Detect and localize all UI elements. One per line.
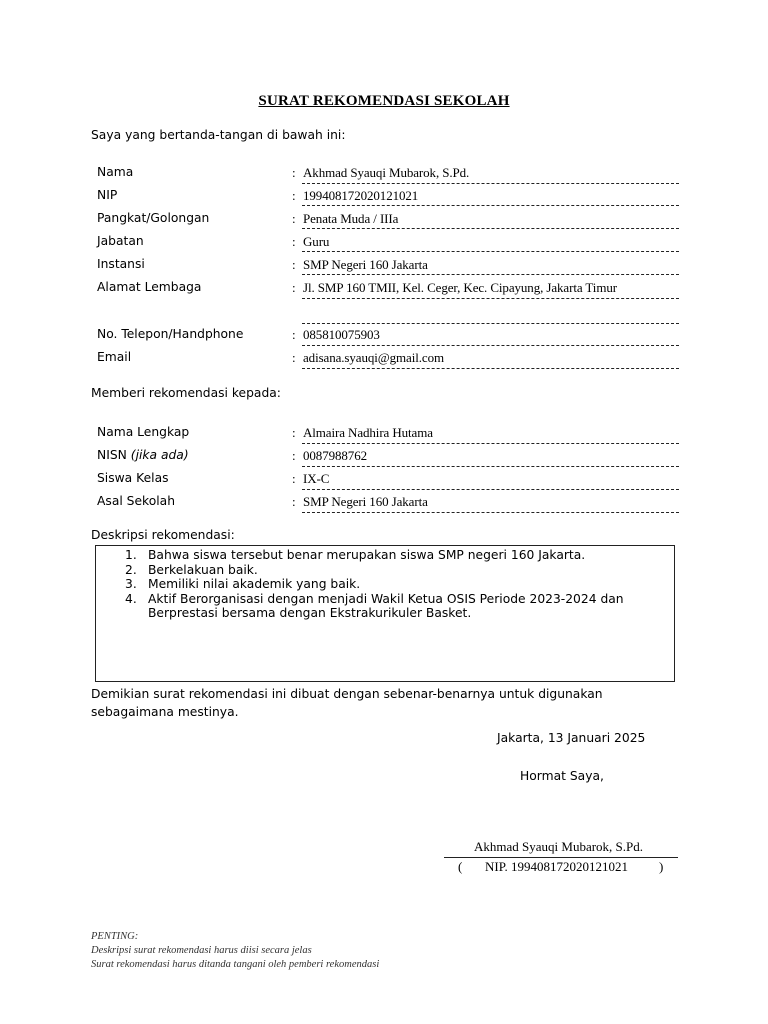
dashed-line xyxy=(302,228,679,229)
note-line-2: Surat rekomendasi harus ditanda tangani oleh pemberi rekomendasi xyxy=(91,959,380,970)
closing-text-1: Demikian surat rekomendasi ini dibuat dengan sebenar-benarnya untuk digunakan xyxy=(91,687,603,701)
description-label: Deskripsi rekomendasi: xyxy=(91,528,235,542)
note-heading-colon: : xyxy=(134,931,139,942)
list-number: 1. xyxy=(125,548,137,562)
field-colon: : xyxy=(292,257,296,272)
field-value: Guru xyxy=(303,234,330,249)
regards-text: Hormat Saya, xyxy=(520,769,604,783)
nip-open-paren: ( xyxy=(458,859,463,874)
field-value: Akhmad Syauqi Mubarok, S.Pd. xyxy=(303,165,470,180)
field-colon: : xyxy=(292,211,296,226)
field-colon: : xyxy=(292,165,296,180)
field-value: Penata Muda / IIIa xyxy=(303,211,399,226)
field-label: No. Telepon/Handphone xyxy=(97,327,244,341)
field-value: SMP Negeri 160 Jakarta xyxy=(303,494,428,509)
field-value: SMP Negeri 160 Jakarta xyxy=(303,257,428,272)
dashed-line xyxy=(302,323,679,324)
dashed-line xyxy=(302,183,679,184)
field-pangkat xyxy=(0,211,768,233)
field-colon: : xyxy=(292,350,296,365)
list-item xyxy=(113,563,624,578)
field-label: Siswa Kelas xyxy=(97,471,169,485)
list-item xyxy=(113,577,624,592)
field-label: Alamat Lembaga xyxy=(97,280,202,294)
dashed-line xyxy=(302,205,679,206)
field-label: Nama xyxy=(97,165,134,179)
list-text: Memiliki nilai akademik yang baik. xyxy=(148,577,361,591)
dashed-line xyxy=(302,368,679,369)
dashed-line xyxy=(302,251,679,252)
field-label: Jabatan xyxy=(97,234,144,248)
signer-nip: NIP. 199408172020121021 xyxy=(485,859,629,874)
dashed-line xyxy=(302,489,679,490)
intro-text: Saya yang bertanda-tangan di bawah ini: xyxy=(91,128,346,142)
field-colon: : xyxy=(292,471,296,486)
field-label: NIP xyxy=(97,188,118,202)
place-date: Jakarta, 13 Januari 2025 xyxy=(497,731,646,745)
field-colon: : xyxy=(292,425,296,440)
list-number: 3. xyxy=(125,577,137,591)
list-item xyxy=(113,548,624,563)
list-number: 2. xyxy=(125,562,137,577)
field-label xyxy=(97,448,189,462)
field-colon: : xyxy=(292,234,296,249)
field-label: Asal Sekolah xyxy=(97,494,176,508)
list-text: Bahwa siswa tersebut benar merupakan siswa SMP negeri 160 Jakarta. xyxy=(148,548,586,562)
field-colon: : xyxy=(292,188,296,203)
field-colon: : xyxy=(292,327,296,342)
list-number: 4. xyxy=(125,591,137,606)
field-value: 0087988762 xyxy=(303,448,368,463)
field-value: Almaira Nadhira Hutama xyxy=(303,425,433,440)
field-instansi xyxy=(0,257,768,279)
field-colon: : xyxy=(292,448,296,463)
field-label-note: (jika ada) xyxy=(130,448,189,462)
field-colon: : xyxy=(292,280,296,295)
dashed-line xyxy=(302,466,679,467)
dashed-line xyxy=(302,298,679,299)
list-item xyxy=(113,592,624,621)
field-colon: : xyxy=(292,494,296,509)
list-text: Berprestasi bersama dengan Ekstrakurikuler Basket. xyxy=(148,606,472,620)
field-nip xyxy=(0,188,768,210)
field-value: Jl. SMP 160 TMII, Kel. Ceger, Kec. Cipayung, Jakarta Timur xyxy=(303,280,617,295)
closing-text-2: sebagaimana mestinya. xyxy=(91,705,239,719)
field-label: Instansi xyxy=(97,257,145,271)
dashed-line xyxy=(302,345,679,346)
field-label-text: NISN xyxy=(97,448,127,462)
field-value: adisana.syauqi@gmail.com xyxy=(303,350,444,365)
field-value: 085810075903 xyxy=(303,327,380,342)
recommend-to-text: Memberi rekomendasi kepada: xyxy=(91,386,281,400)
list-text: Aktif Berorganisasi dengan menjadi Wakil Ketua OSIS Periode 2023-2024 dan xyxy=(148,591,624,606)
note-heading-text: PENTING xyxy=(91,931,135,942)
field-label: Email xyxy=(97,350,132,364)
note-heading xyxy=(91,931,138,942)
field-label: Pangkat/Golongan xyxy=(97,211,210,225)
signature-line xyxy=(444,857,678,858)
page-title: SURAT REKOMENDASI SEKOLAH xyxy=(258,93,510,109)
field-value: 199408172020121021 xyxy=(303,188,419,203)
dashed-line xyxy=(302,443,679,444)
list-text: Berkelakuan baik. xyxy=(148,562,258,577)
description-list xyxy=(113,548,624,621)
field-jabatan xyxy=(0,234,768,256)
field-label: Nama Lengkap xyxy=(97,425,190,439)
field-value: IX-C xyxy=(303,471,330,486)
note-line-1: Deskripsi surat rekomendasi harus diisi secara jelas xyxy=(91,945,312,956)
signer-name: Akhmad Syauqi Mubarok, S.Pd. xyxy=(474,839,643,854)
dashed-line xyxy=(302,512,679,513)
dashed-line xyxy=(302,274,679,275)
nip-close-paren: ) xyxy=(659,859,664,874)
